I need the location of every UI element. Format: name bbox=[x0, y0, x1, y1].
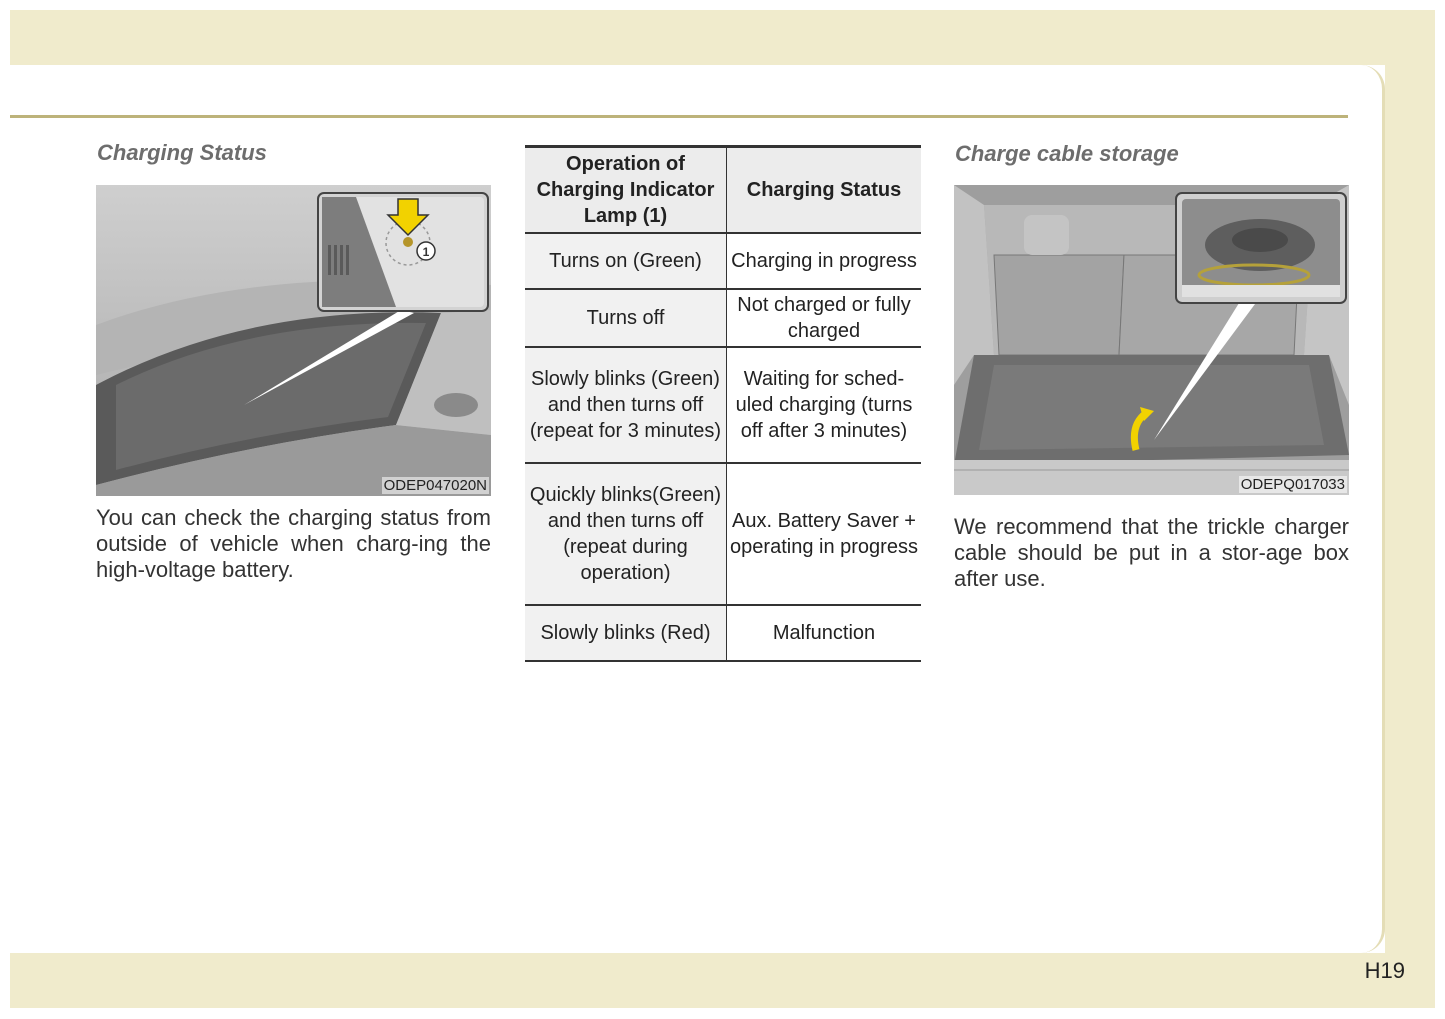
table-row bbox=[525, 605, 921, 661]
table-cell-status: Malfunction bbox=[727, 605, 922, 661]
table-cell-operation: Turns off bbox=[525, 289, 727, 347]
header-status: Charging Status bbox=[727, 147, 922, 234]
charging-status-heading: Charging Status bbox=[97, 140, 267, 165]
table-cell-status: Aux. Battery Saver + operating in progress bbox=[727, 463, 922, 605]
windshield-illustration bbox=[96, 185, 491, 496]
cargo-area-illustration bbox=[954, 185, 1349, 495]
table-row bbox=[525, 347, 921, 463]
charging-status-table bbox=[525, 145, 921, 662]
charge-cable-storage-heading: Charge cable storage bbox=[955, 141, 1179, 166]
table-cell-status: Waiting for sched-uled charging (turns off after 3 minutes) bbox=[727, 347, 922, 463]
table-row bbox=[525, 463, 921, 605]
page-frame-top bbox=[10, 10, 1435, 65]
table-header-row bbox=[525, 147, 921, 234]
right-body-text: We recommend that the trickle charger cable should be put in a stor-age box after use. bbox=[954, 514, 1349, 591]
left-body-text: You can check the charging status from outside of vehicle when charg-ing the high-voltage battery. bbox=[96, 505, 491, 582]
left-image-code: ODEP047020N bbox=[383, 477, 487, 494]
table-row bbox=[525, 289, 921, 347]
table-cell-status: Not charged or fully charged bbox=[727, 289, 922, 347]
page-frame-right bbox=[1385, 10, 1435, 1008]
page-frame-bottom bbox=[10, 953, 1435, 1008]
header-rule bbox=[10, 115, 1348, 118]
table-cell-status: Charging in progress bbox=[727, 233, 922, 289]
header-operation: Operation of Charging Indicator Lamp (1) bbox=[525, 147, 727, 234]
callout-number: 1 bbox=[422, 245, 430, 259]
table-cell-operation: Slowly blinks (Red) bbox=[525, 605, 727, 661]
table-cell-operation: Quickly blinks(Green) and then turns off (repeat during operation) bbox=[525, 463, 727, 605]
table-cell-operation: Turns on (Green) bbox=[525, 233, 727, 289]
table-cell-operation: Slowly blinks (Green) and then turns off (repeat for 3 minutes) bbox=[525, 347, 727, 463]
right-image-code: ODEPQ017033 bbox=[1240, 476, 1345, 493]
page-number: H19 bbox=[1364, 958, 1405, 983]
table-row bbox=[525, 233, 921, 289]
